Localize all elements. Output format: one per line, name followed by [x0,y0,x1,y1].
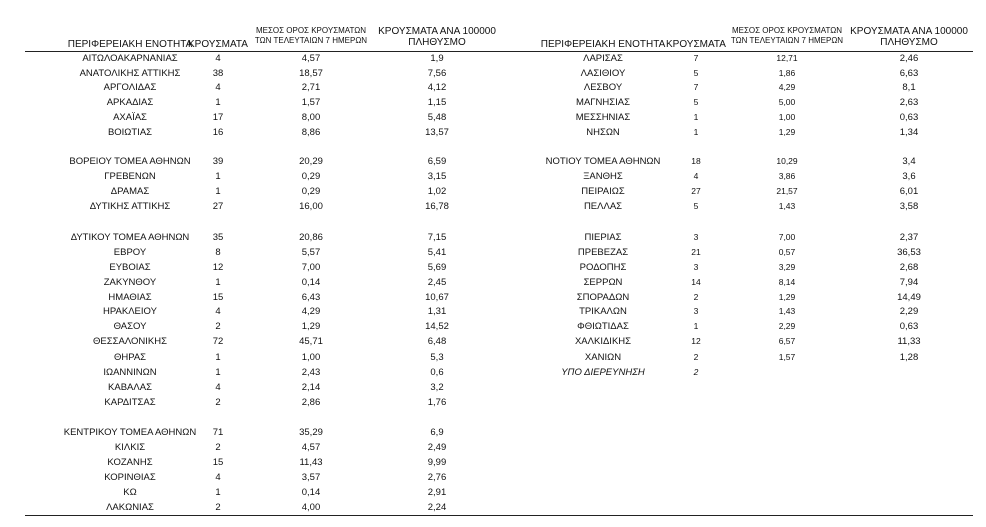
region-name: ΣΕΡΡΩΝ [583,277,623,288]
avg7-value: 1,86 [778,68,796,78]
cases-value: 1 [215,277,221,288]
region-name: ΚΕΝΤΡΙΚΟΥ ΤΟΜΕΑ ΑΘΗΝΩΝ [63,427,197,438]
cases-value: 5 [693,97,699,107]
per100k-value: 3,6 [902,171,916,182]
avg7-value: 1,29 [778,292,796,302]
region-name: ΧΑΝΙΩΝ [584,352,622,363]
region-name: ΕΥΒΟΙΑΣ [109,262,151,273]
cases-value: 16 [212,127,224,138]
per100k-value: 1,76 [427,397,447,408]
avg7-value: 0,29 [301,186,321,197]
cases-value: 4 [215,53,221,64]
per100k-value: 36,53 [897,247,921,258]
region-name: ΠΕΙΡΑΙΩΣ [581,186,625,197]
cases-value: 39 [212,156,224,167]
per100k-value: 6,63 [899,68,919,79]
region-name: ΥΠΟ ΔΙΕΡΕΥΝΗΣΗ [561,367,645,378]
region-name: ΔΥΤΙΚΟΥ ΤΟΜΕΑ ΑΘΗΝΩΝ [70,232,190,243]
region-name: ΛΑΚΩΝΙΑΣ [106,502,154,513]
avg7-value: 20,86 [299,232,323,243]
per100k-value: 2,49 [427,442,447,453]
region-name: ΣΠΟΡΑΔΩΝ [576,292,630,303]
cases-value: 14 [691,277,701,287]
per100k-value: 14,49 [897,292,921,303]
region-name: ΕΒΡΟΥ [113,247,147,258]
cases-value: 7 [693,82,699,92]
per100k-value: 14,52 [425,321,449,332]
per100k-value: 3,4 [902,156,916,167]
cases-value: 5 [693,201,699,211]
avg7-value: 18,57 [299,68,323,79]
cases-value: 4 [693,171,699,181]
region-name: ΚΟΖΑΝΗΣ [107,457,153,468]
right-header-region: ΠΕΡΙΦΕΡΕΙΑΚΗ ΕΝΟΤΗΤΑ [540,39,666,50]
avg7-value: 35,29 [299,427,323,438]
per100k-value: 5,48 [427,112,447,123]
per100k-value: 2,68 [899,262,919,273]
cases-value: 12 [212,262,224,273]
per100k-value: 2,37 [899,232,919,243]
region-name: ΚΙΛΚΙΣ [114,442,146,453]
avg7-value: 2,29 [778,321,796,331]
left-header-region: ΠΕΡΙΦΕΡΕΙΑΚΗ ΕΝΟΤΗΤΑ [67,39,193,50]
region-name: ΖΑΚΥΝΘΟΥ [103,277,157,288]
region-name: ΧΑΛΚΙΔΙΚΗΣ [574,336,632,347]
bottom-rule [25,515,973,516]
cases-value: 3 [693,262,699,272]
left-header-per100k-line1: ΚΡΟΥΣΜΑΤΑ ΑΝΑ 100000 [378,26,496,37]
cases-value: 1 [215,487,221,498]
region-name: ΙΩΑΝΝΙΝΩΝ [103,367,157,378]
region-name: ΘΕΣΣΑΛΟΝΙΚΗΣ [93,336,167,347]
per100k-value: 16,78 [425,201,449,212]
avg7-value: 1,43 [778,201,796,211]
cases-value: 12 [691,336,701,346]
per100k-value: 13,57 [425,127,449,138]
cases-value: 1 [215,97,221,108]
cases-value: 21 [691,247,701,257]
cases-value: 2 [693,367,699,377]
left-header-per100k-line2: ΠΛΗΘΥΣΜΟ [408,37,466,48]
avg7-value: 7,00 [301,262,321,273]
cases-value: 2 [693,292,699,302]
region-name: ΝΟΤΙΟΥ ΤΟΜΕΑ ΑΘΗΝΩΝ [545,156,661,167]
cases-value: 7 [693,53,699,63]
per100k-value: 0,6 [430,367,444,378]
per100k-value: 10,67 [425,292,449,303]
avg7-value: 4,00 [301,502,321,513]
avg7-value: 8,86 [301,127,321,138]
avg7-value: 0,29 [301,171,321,182]
cases-value: 3 [693,306,699,316]
per100k-value: 2,46 [899,53,919,64]
right-header-avg7-line1: ΜΕΣΟΣ ΟΡΟΣ ΚΡΟΥΣΜΑΤΩΝ [731,26,843,35]
region-name: ΗΡΑΚΛΕΙΟΥ [103,306,157,317]
per100k-value: 5,3 [430,352,444,363]
cases-value: 1 [693,127,699,137]
cases-value: 2 [693,352,699,362]
cases-value: 2 [215,321,221,332]
region-name: ΔΥΤΙΚΗΣ ΑΤΤΙΚΗΣ [89,201,171,212]
cases-value: 4 [215,382,221,393]
region-name: ΜΕΣΣΗΝΙΑΣ [575,112,631,123]
per100k-value: 1,02 [427,186,447,197]
avg7-value: 3,57 [301,472,321,483]
region-name: ΝΗΣΩΝ [586,127,620,138]
region-name: ΜΑΓΝΗΣΙΑΣ [576,97,630,108]
cases-value: 4 [215,306,221,317]
cases-value: 35 [212,232,224,243]
avg7-value: 1,00 [301,352,321,363]
region-name: ΒΟΙΩΤΙΑΣ [107,127,153,138]
avg7-value: 4,29 [301,306,321,317]
avg7-value: 21,57 [776,186,798,196]
region-name: ΑΧΑΪΑΣ [113,112,147,123]
cases-value: 1 [693,321,699,331]
per100k-value: 1,34 [899,127,919,138]
cases-value: 1 [215,171,221,182]
per100k-value: 2,45 [427,277,447,288]
avg7-value: 2,43 [301,367,321,378]
cases-value: 2 [215,397,221,408]
region-name: ΘΑΣΟΥ [113,321,147,332]
avg7-value: 5,00 [778,97,796,107]
avg7-value: 45,71 [299,336,323,347]
per100k-value: 5,41 [427,247,447,258]
cases-value: 1 [215,186,221,197]
per100k-value: 1,9 [430,53,444,64]
cases-value: 72 [212,336,224,347]
region-name: ΑΝΑΤΟΛΙΚΗΣ ΑΤΤΙΚΗΣ [79,68,181,79]
avg7-value: 0,14 [301,277,321,288]
per100k-value: 1,28 [899,352,919,363]
cases-value: 15 [212,292,224,303]
left-header-avg7-line1: ΜΕΣΟΣ ΟΡΟΣ ΚΡΟΥΣΜΑΤΩΝ [255,26,367,35]
avg7-value: 4,57 [301,53,321,64]
avg7-value: 6,43 [301,292,321,303]
region-name: ΑΡΓΟΛΙΔΑΣ [103,82,157,93]
left-header-per100k [378,26,496,48]
region-name: ΘΗΡΑΣ [113,352,147,363]
per100k-value: 11,33 [897,336,921,347]
avg7-value: 7,00 [778,232,796,242]
per100k-value: 3,58 [899,201,919,212]
per100k-value: 6,01 [899,186,919,197]
avg7-value: 11,43 [299,457,323,468]
avg7-value: 2,86 [301,397,321,408]
region-name: ΛΑΣΙΘΙΟΥ [580,68,626,79]
per100k-value: 9,99 [427,457,447,468]
cases-value: 5 [693,68,699,78]
avg7-value: 8,00 [301,112,321,123]
right-header-per100k-line2: ΠΛΗΘΥΣΜΟ [880,37,938,48]
avg7-value: 0,57 [778,247,796,257]
avg7-value: 20,29 [299,156,323,167]
avg7-value: 2,14 [301,382,321,393]
avg7-value: 1,29 [301,321,321,332]
right-header-per100k [850,26,968,48]
region-name: ΞΑΝΘΗΣ [583,171,623,182]
avg7-value: 0,14 [301,487,321,498]
region-name: ΛΕΣΒΟΥ [583,82,623,93]
avg7-value: 10,29 [776,156,798,166]
avg7-value: 4,29 [778,82,796,92]
region-name: ΚΑΒΑΛΑΣ [108,382,152,393]
region-name: ΚΟΡΙΝΘΙΑΣ [104,472,156,483]
per100k-value: 8,1 [902,82,916,93]
region-name: ΓΡΕΒΕΝΩΝ [104,171,156,182]
region-name: ΑΡΚΑΔΙΑΣ [106,97,154,108]
cases-value: 38 [212,68,224,79]
cases-value: 8 [215,247,221,258]
region-name: ΤΡΙΚΑΛΩΝ [579,306,627,317]
region-name: ΚΩ [123,487,137,498]
right-header-avg7-line2: ΤΩΝ ΤΕΛΕΥΤΑΙΩΝ 7 ΗΜΕΡΩΝ [730,36,844,45]
per100k-value: 2,29 [899,306,919,317]
cases-value: 15 [212,457,224,468]
region-name: ΚΑΡΔΙΤΣΑΣ [104,397,156,408]
left-header-avg7 [250,26,372,46]
avg7-value: 8,14 [778,277,796,287]
avg7-value: 1,57 [301,97,321,108]
avg7-value: 3,29 [778,262,796,272]
cases-value: 17 [212,112,224,123]
avg7-value: 3,86 [778,171,796,181]
avg7-value: 12,71 [776,53,798,63]
avg7-value: 4,57 [301,442,321,453]
per100k-value: 0,63 [899,321,919,332]
avg7-value: 1,00 [778,112,796,122]
cases-value: 1 [215,352,221,363]
region-name: ΠΕΛΛΑΣ [583,201,623,212]
per100k-value: 2,76 [427,472,447,483]
avg7-value: 6,57 [778,336,796,346]
region-name: ΗΜΑΘΙΑΣ [108,292,152,303]
region-name: ΠΙΕΡΙΑΣ [584,232,622,243]
cases-value: 71 [212,427,224,438]
per100k-value: 4,12 [427,82,447,93]
per100k-value: 6,48 [427,336,447,347]
region-name: ΑΙΤΩΛΟΑΚΑΡΝΑΝΙΑΣ [82,53,178,64]
per100k-value: 5,69 [427,262,447,273]
per100k-value: 2,24 [427,502,447,513]
region-name: ΡΟΔΟΠΗΣ [579,262,627,273]
right-header-cases: ΚΡΟΥΣΜΑΤΑ [666,39,726,50]
left-header-cases: ΚΡΟΥΣΜΑΤΑ [188,39,248,50]
right-header-avg7 [728,26,846,46]
per100k-value: 1,15 [427,97,447,108]
avg7-value: 2,71 [301,82,321,93]
per100k-value: 0,63 [899,112,919,123]
cases-value: 1 [693,112,699,122]
region-name: ΒΟΡΕΙΟΥ ΤΟΜΕΑ ΑΘΗΝΩΝ [69,156,191,167]
per100k-value: 7,56 [427,68,447,79]
per100k-value: 3,15 [427,171,447,182]
per100k-value: 6,9 [430,427,444,438]
per100k-value: 3,2 [430,382,444,393]
region-name: ΦΘΙΩΤΙΔΑΣ [577,321,629,332]
cases-value: 18 [691,156,701,166]
avg7-value: 1,57 [778,352,796,362]
avg7-value: 1,29 [778,127,796,137]
region-name: ΠΡΕΒΕΖΑΣ [577,247,629,258]
cases-value: 4 [215,82,221,93]
cases-value: 3 [693,232,699,242]
avg7-value: 16,00 [299,201,323,212]
per100k-value: 6,59 [427,156,447,167]
cases-value: 2 [215,442,221,453]
cases-value: 27 [212,201,224,212]
avg7-value: 1,43 [778,306,796,316]
region-name: ΛΑΡΙΣΑΣ [583,53,623,64]
per100k-value: 7,94 [899,277,919,288]
cases-value: 4 [215,472,221,483]
cases-value: 27 [691,186,701,196]
avg7-value: 5,57 [301,247,321,258]
region-name: ΔΡΑΜΑΣ [110,186,150,197]
per100k-value: 7,15 [427,232,447,243]
cases-value: 1 [215,367,221,378]
left-header-avg7-line2: ΤΩΝ ΤΕΛΕΥΤΑΙΩΝ 7 ΗΜΕΡΩΝ [254,36,368,45]
per100k-value: 1,31 [427,306,447,317]
per100k-value: 2,91 [427,487,447,498]
per100k-value: 2,63 [899,97,919,108]
cases-value: 2 [215,502,221,513]
right-header-per100k-line1: ΚΡΟΥΣΜΑΤΑ ΑΝΑ 100000 [850,26,968,37]
